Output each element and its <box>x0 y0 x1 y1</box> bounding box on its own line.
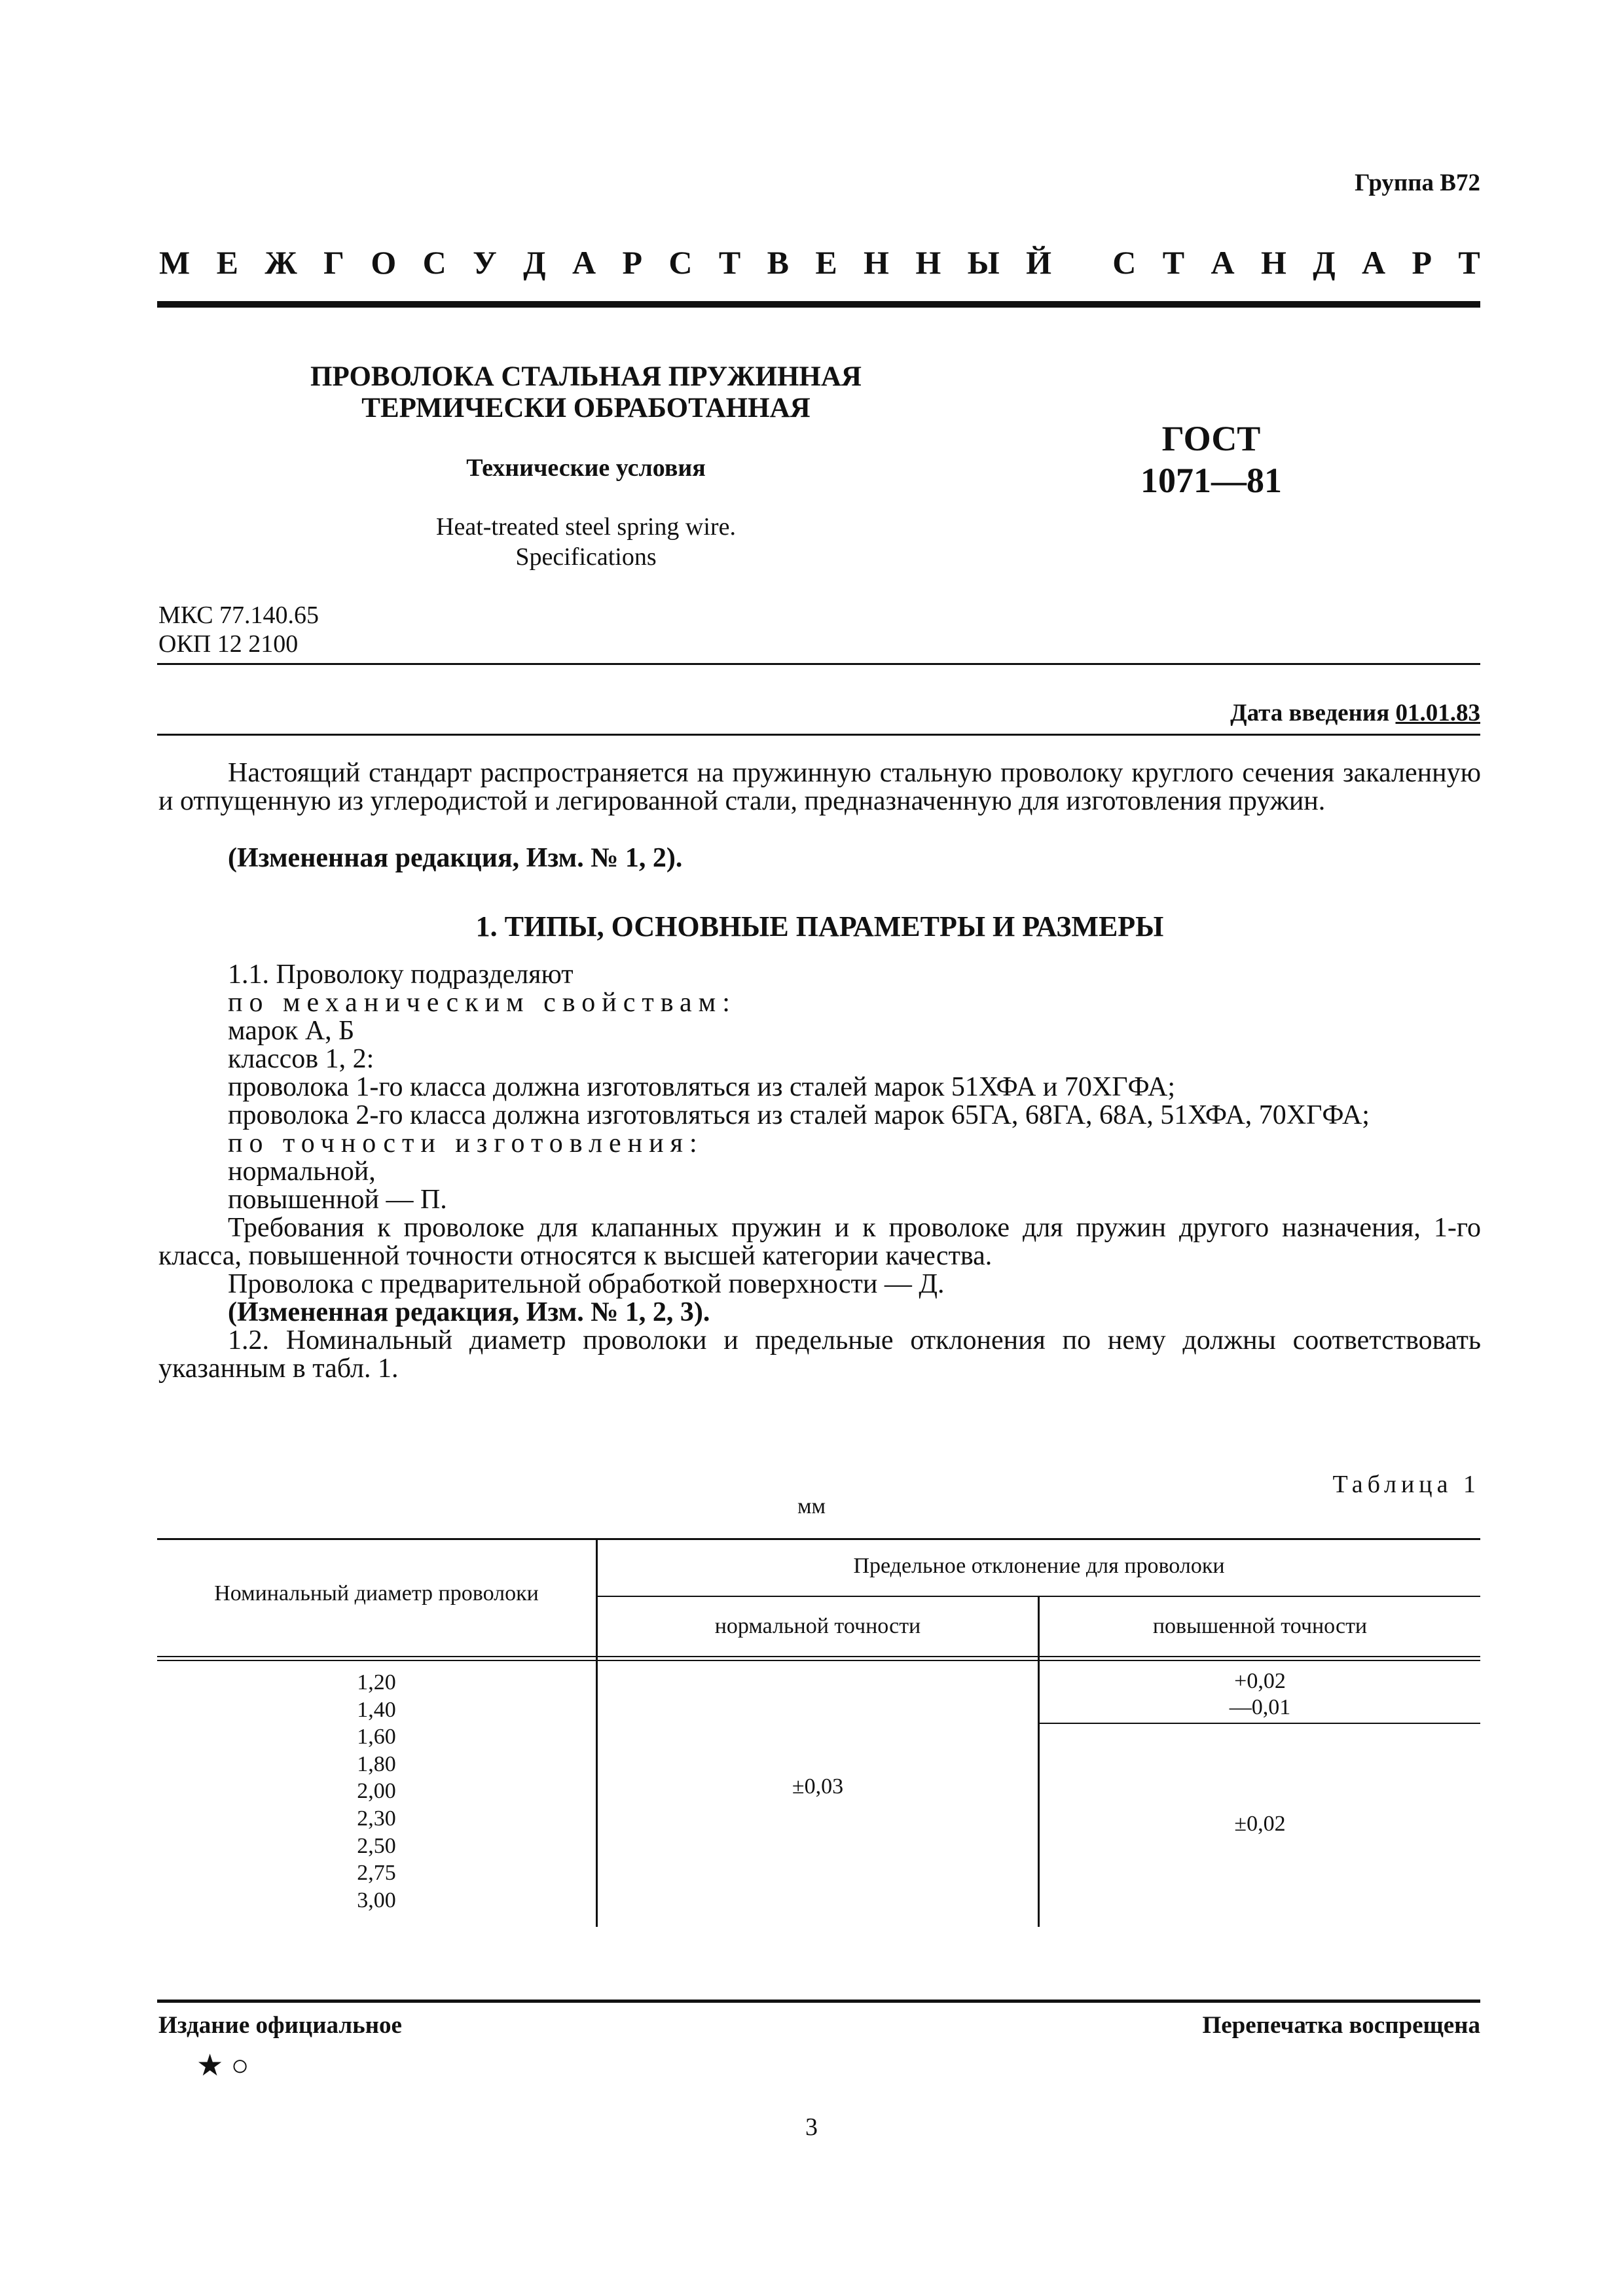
footer-rule <box>157 2000 1480 2003</box>
heading-letter: Н <box>864 244 889 281</box>
diameter-row: 2,00 <box>357 1779 396 1804</box>
gost-number <box>1106 418 1316 501</box>
document-subtitle: Технические условия <box>466 454 706 482</box>
table-1 <box>157 1538 1480 1927</box>
clause-1-1: 1.1. Проволоку подразделяют <box>228 960 574 990</box>
surface-line: Проволока с предварительной обработкой поверхности — Д. <box>228 1269 945 1299</box>
introduction-date <box>1230 699 1480 727</box>
section-1-amendment: (Измененная редакция, Изм. № 1, 2, 3). <box>228 1297 710 1327</box>
diameter-row: 1,80 <box>357 1751 396 1776</box>
standard-type-heading <box>159 243 1480 281</box>
group-code: Группа В72 <box>1355 170 1480 196</box>
diameter-list <box>157 1669 596 1914</box>
header-rule <box>157 301 1480 308</box>
document-title <box>262 361 910 424</box>
marks-line: марок А, Б <box>228 1016 355 1046</box>
date-rule <box>157 734 1480 736</box>
heading-letter: Т <box>718 244 741 281</box>
english-title-line-1: Heat-treated steel spring wire. <box>436 513 736 541</box>
diameter-row: 1,40 <box>357 1697 396 1722</box>
table-label: Таблица 1 <box>1332 1471 1480 1498</box>
page-number: 3 <box>805 2113 818 2141</box>
heading-letter: Н <box>1260 244 1286 281</box>
col-header-increased: повышенной точности <box>1152 1614 1368 1638</box>
table-header-rule-2 <box>157 1660 1480 1661</box>
heading-letter: Т <box>1458 244 1480 281</box>
date-label: Дата введения <box>1230 700 1390 726</box>
title-line-2: ТЕРМИЧЕСКИ ОБРАБОТАННАЯ <box>361 393 811 423</box>
intro-amendment: (Измененная редакция, Изм. № 1, 2). <box>228 843 683 873</box>
increased-lower-deviation: —0,01 <box>1229 1695 1291 1719</box>
mks-code: МКС 77.140.65 <box>158 601 319 629</box>
okp-code: ОКП 12 2100 <box>158 630 299 658</box>
diameter-row: 1,20 <box>357 1670 396 1695</box>
class-1-line: проволока 1-го класса должна изготовляться из сталей марок 51ХФА и 70ХГФА; <box>228 1072 1176 1102</box>
increased-deviation-value: ±0,02 <box>1234 1812 1286 1836</box>
gost-code: 1071—81 <box>1140 461 1282 500</box>
heading-letter: Д <box>1313 244 1336 281</box>
diameter-row: 3,00 <box>357 1888 396 1912</box>
clause-1-2: 1.2. Номинальный диаметр проволоки и предельные отклонения по нему должны соответствовать указанным в табл. 1. <box>158 1325 1481 1384</box>
table-increased-split-rule <box>1040 1723 1480 1724</box>
heading-letter: С <box>1112 244 1137 281</box>
normal-deviation-value: ±0,03 <box>792 1774 844 1799</box>
reprint-prohibited-note: Перепечатка воспрещена <box>1202 2012 1480 2039</box>
date-value: 01.01.83 <box>1395 700 1480 726</box>
diameter-row: 2,30 <box>357 1806 396 1831</box>
intro-paragraph: Настоящий стандарт распространяется на пружинную стальную проволоку круглого сечения закаленную и отпущенную из углеродистой и легированной стали, предназначенную для изготовления пружин. <box>158 758 1481 816</box>
heading-letter <box>1078 243 1086 281</box>
col-header-deviation: Предельное отклонение для проволоки <box>853 1554 1225 1578</box>
diameter-row: 2,75 <box>357 1861 396 1886</box>
title-line-1: ПРОВОЛОКА СТАЛЬНАЯ ПРУЖИННАЯ <box>310 361 862 392</box>
heading-letter: Е <box>216 244 238 281</box>
heading-letter: О <box>371 244 397 281</box>
edition-marks: ★ ○ <box>196 2049 249 2082</box>
heading-letter: А <box>572 244 596 281</box>
codes-rule <box>157 663 1480 665</box>
heading-letter: Р <box>622 244 642 281</box>
heading-letter: С <box>422 244 447 281</box>
english-title-line-2: Specifications <box>515 543 657 571</box>
heading-letter: Г <box>323 244 344 281</box>
classes-line: классов 1, 2: <box>228 1044 374 1074</box>
normal-accuracy-line: нормальной, <box>228 1157 376 1187</box>
table-unit: мм <box>797 1494 826 1518</box>
heading-letter: Ы <box>967 244 1000 281</box>
section-1-title: 1. ТИПЫ, ОСНОВНЫЕ ПАРАМЕТРЫ И РАЗМЕРЫ <box>475 910 1164 942</box>
heading-letter: А <box>1211 244 1235 281</box>
heading-letter: Н <box>915 244 941 281</box>
english-title <box>262 512 910 572</box>
official-edition-note: Издание официальное <box>158 2012 402 2039</box>
gost-label: ГОСТ <box>1161 419 1261 458</box>
heading-letter: С <box>668 244 693 281</box>
heading-letter: Е <box>815 244 837 281</box>
heading-letter: Р <box>1412 244 1432 281</box>
table-header-rule-1 <box>157 1656 1480 1657</box>
increased-upper-deviation: +0,02 <box>1234 1669 1286 1693</box>
increased-accuracy-line: повышенной — П. <box>228 1185 447 1215</box>
heading-letter: Ж <box>264 244 297 281</box>
heading-letter: Д <box>523 244 546 281</box>
requirements-paragraph: Требования к проволоке для клапанных пружин и к проволоке для пружин другого назначения, 1-го класса, повышенной точности относятся к высшей категории качества. <box>158 1213 1481 1271</box>
classification-codes <box>158 601 319 658</box>
table-top-rule <box>157 1538 1480 1540</box>
heading-letter: Т <box>1162 244 1185 281</box>
diameter-row: 1,60 <box>357 1725 396 1749</box>
heading-letter: В <box>767 244 789 281</box>
heading-letter: У <box>473 244 497 281</box>
heading-letter: А <box>1362 244 1386 281</box>
class-2-line: проволока 2-го класса должна изготовляться из сталей марок 65ГА, 68ГА, 68А, 51ХФА, 70ХГФА; <box>228 1100 1370 1130</box>
mech-properties-label: по механическим свойствам: <box>228 988 737 1018</box>
col-header-nominal: Номинальный диаметр проволоки <box>214 1581 539 1605</box>
col-header-normal: нормальной точности <box>714 1614 921 1638</box>
heading-letter: М <box>159 244 191 281</box>
table-vline-2 <box>1038 1596 1040 1927</box>
diameter-row: 2,50 <box>357 1833 396 1858</box>
heading-letter: Й <box>1026 244 1051 281</box>
accuracy-label: по точности изготовления: <box>228 1128 704 1158</box>
